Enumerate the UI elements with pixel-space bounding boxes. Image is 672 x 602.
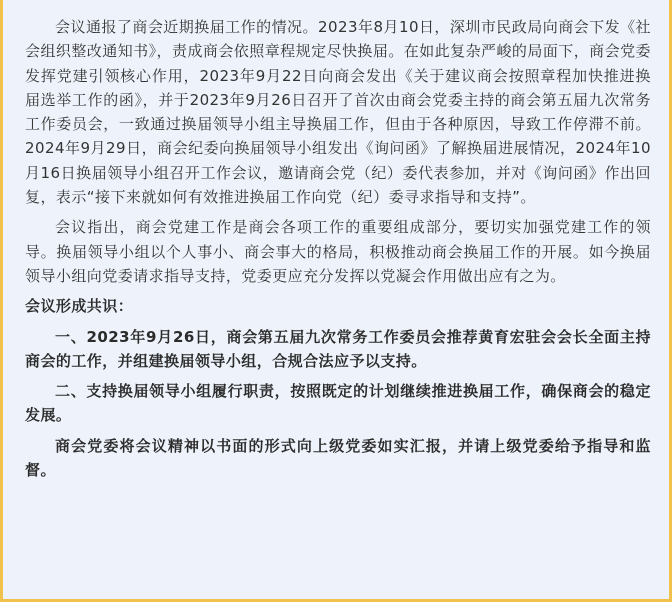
consensus-heading: 会议形成共识： bbox=[25, 297, 134, 316]
consensus-item-2: 二、支持换届领导小组履行职责，按照既定的计划继续推进换届工作，确保商会的稳定发展。 bbox=[25, 382, 651, 425]
paragraph-meeting-report: 会议通报了商会近期换届工作的情况。2023年8月10日，深圳市民政局向商会下发《社会组织整改通知书》，责成商会依照章程规定尽快换届。在如此复杂严峻的局面下，商会党委发挥党建引领核心作用，2023年9月22日向商会发出《关于建议商会按照章程加快推进换届选举工作的函》，并于2023年9月26日召开了首次由商会党委主持的商会第五届九次常务工作委员会，一致通过换届领导小组主导换届工作，但由于各种原因，导致工作停滞不前。2024年9月29日，商会纪委向换届领导小组发出《询问函》了解换届进展情况，2024年10月16日换届领导小组召开工作会议，邀请商会党（纪）委代表参加，并对《询问函》作出回复，表示“接下来就如何有效推进换届工作向党（纪）委寻求指导和支持”。 bbox=[25, 18, 651, 207]
paragraph-meeting-points: 会议指出，商会党建工作是商会各项工作的重要组成部分，要切实加强党建工作的领导。换届领导小组以个人事小、商会事大的格局，积极推动商会换届工作的开展。如今换届领导小组向党委请求指导支持，党委更应充分发挥以党凝会作用做出应有之为。 bbox=[25, 218, 651, 285]
closing-paragraph: 商会党委将会议精神以书面的形式向上级党委如实汇报，并请上级党委给予指导和监督。 bbox=[25, 436, 651, 480]
article-body bbox=[25, 15, 651, 482]
consensus-item-1: 一、2023年9月26日，商会第五届九次常务工作委员会推荐黄育宏驻会会长全面主持商会的工作，并组建换届领导小组，合规合法应予以支持。 bbox=[25, 327, 651, 370]
